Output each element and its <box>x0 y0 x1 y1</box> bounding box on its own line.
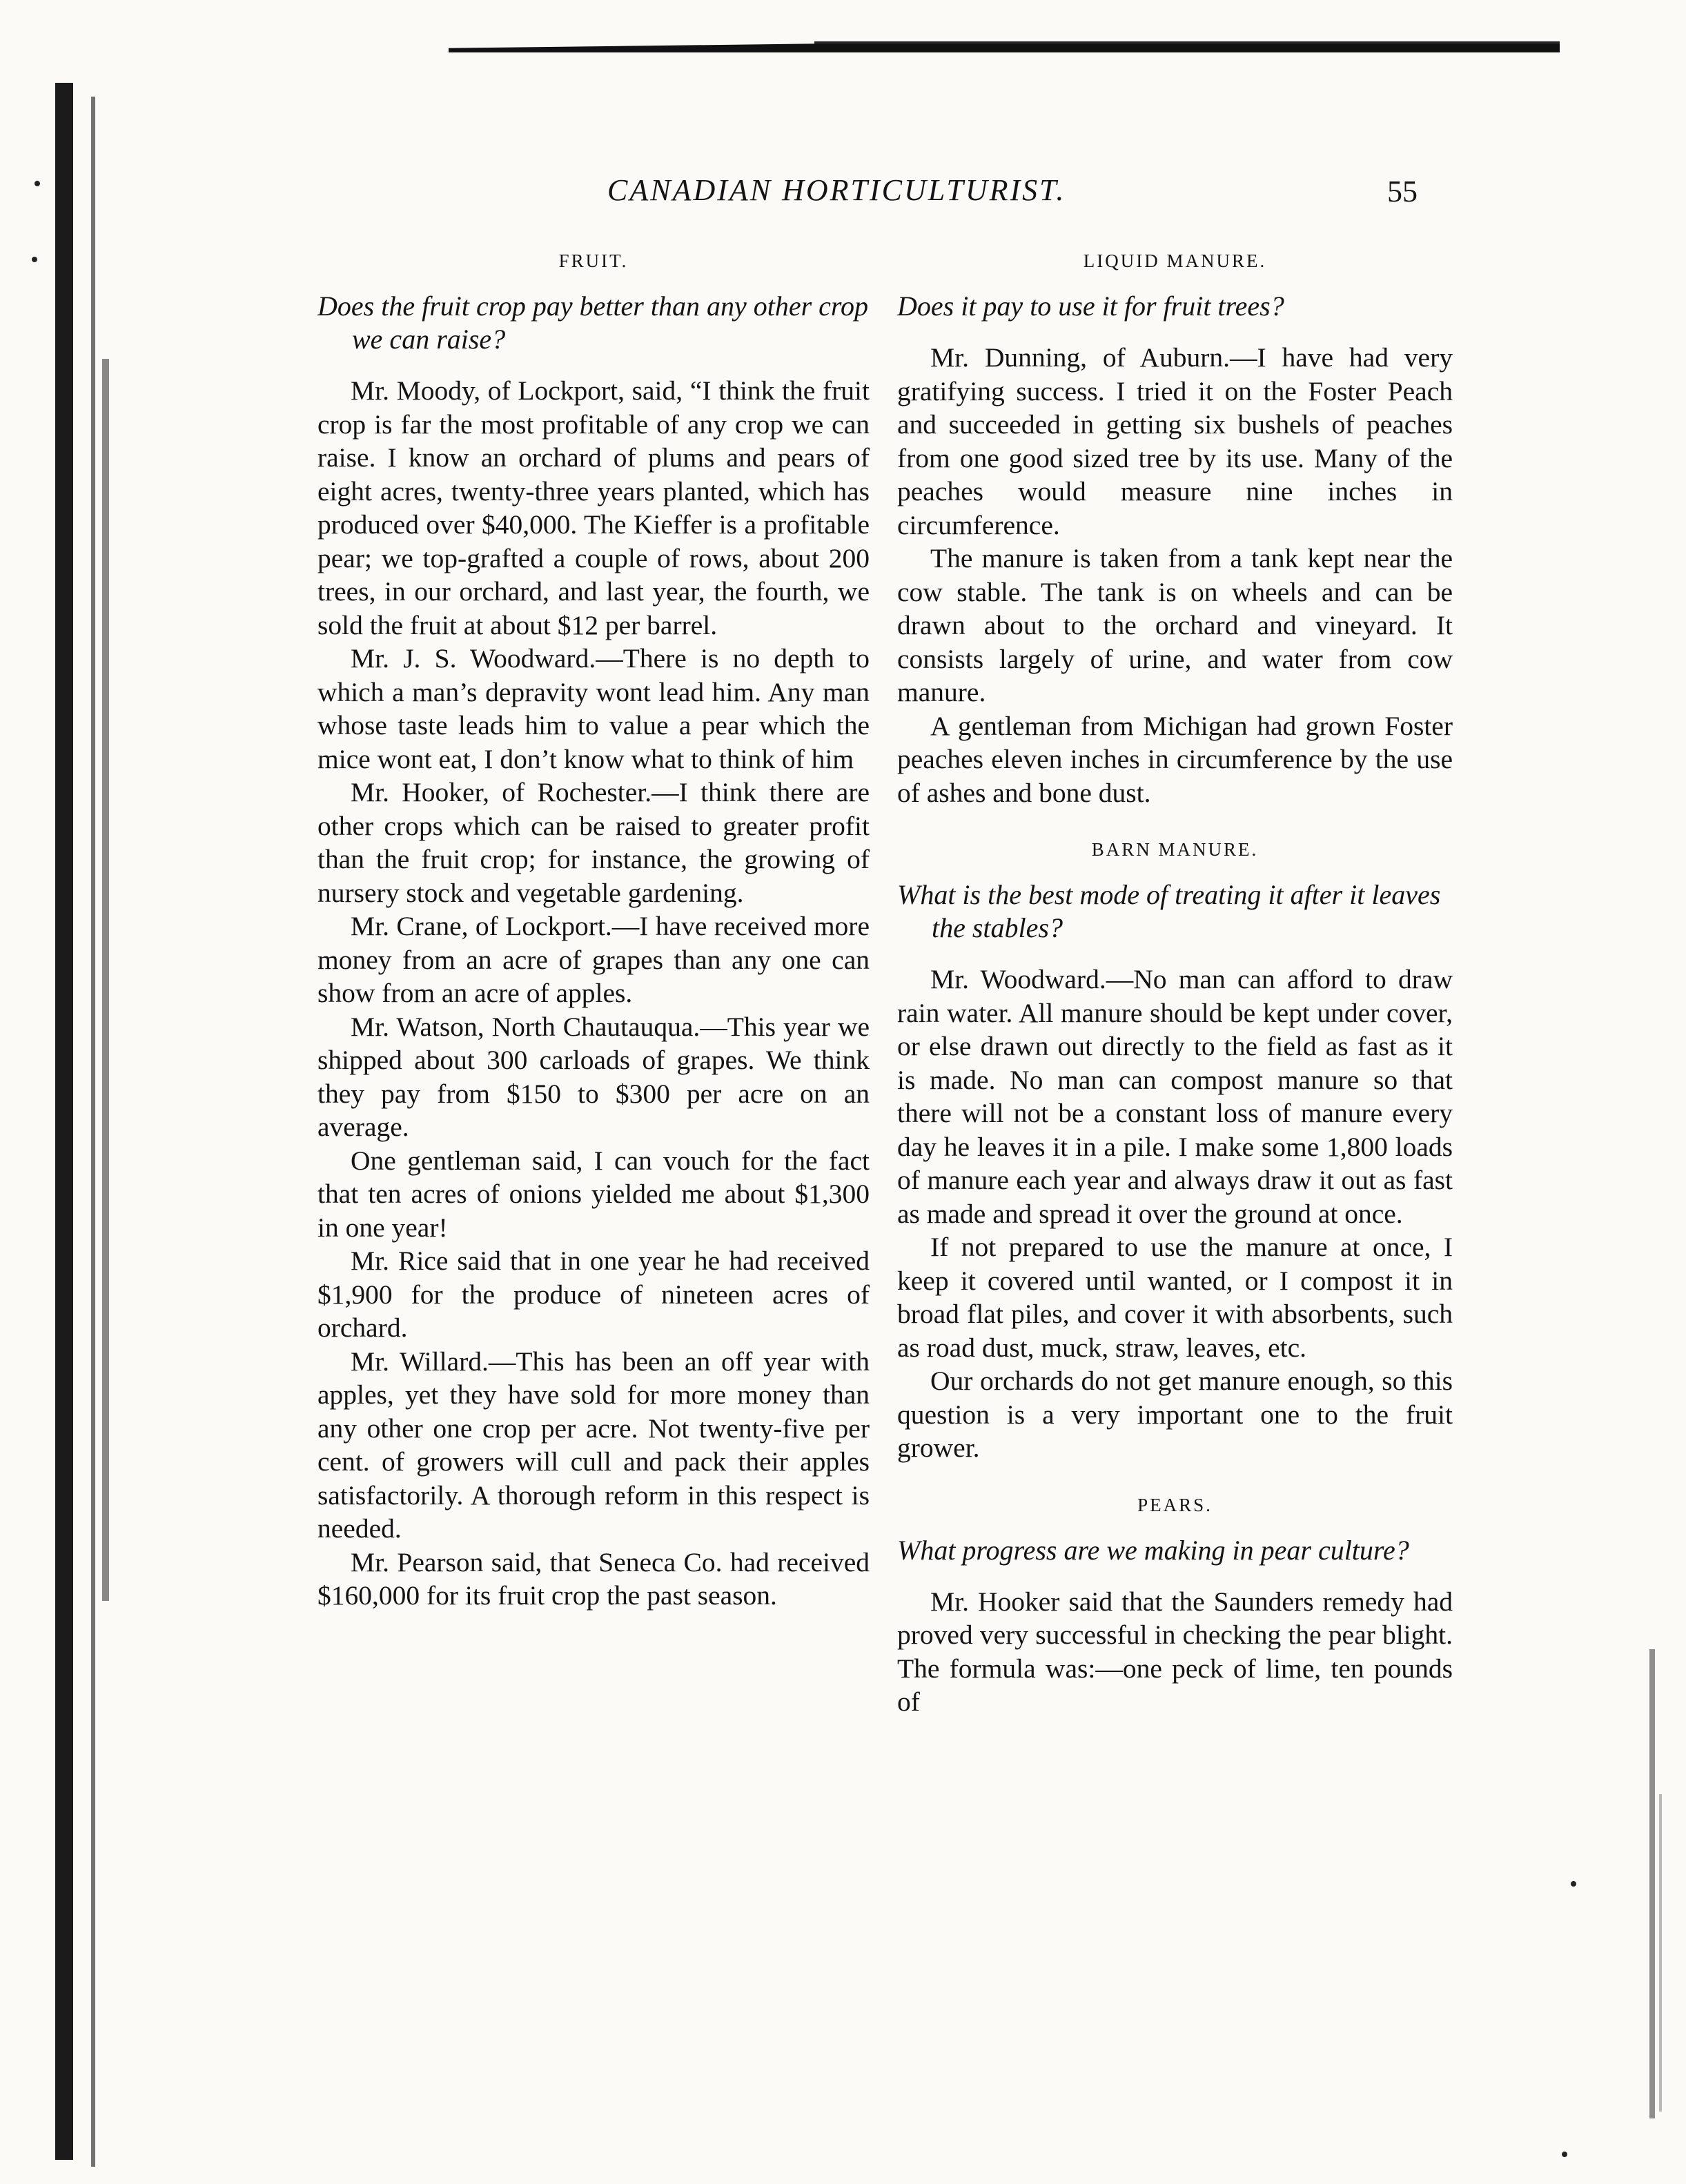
section-heading-fruit: FRUIT. <box>558 250 629 271</box>
paragraph: Mr. J. S. Woodward.—There is no depth to which a man’s depravity wont lead him. Any man whose taste leads him to value a pear which the mice wont eat, I don’t know what to think of him <box>317 643 870 774</box>
top-rule-thin <box>814 41 1560 44</box>
paragraph: A gentleman from Michigan had grown Foster peaches eleven inches in circumference by the use of ashes and bone dust. <box>897 710 1453 808</box>
paragraph: Mr. Moody, of Lockport, said, “I think the fruit crop is far the most profitable of any crop we can raise. I know an orchard of plums and pears of eight acres, twenty-three years planted, which has produced over $40,000. The Kieffer is a profitable pear; we top-grafted a couple of rows, about 200 trees, in our orchard, and last year, the fourth, we sold the fruit at about $12 per barrel. <box>317 375 870 640</box>
scan-speck <box>35 181 40 186</box>
paragraph: Mr. Watson, North Chautauqua.—This year we shipped about 300 carloads of grapes. We think they pay from $150 to $300 per acre on an average. <box>317 1011 870 1142</box>
question-barn-manure: What is the best mode of treating it after it leaves the stables? <box>897 879 1441 943</box>
paragraph: Mr. Crane, of Lockport.—I have received more money from an acre of grapes than any one can show from an acre of apples. <box>317 911 870 1008</box>
binding-shadow-line <box>91 97 95 2167</box>
paragraph: Mr. Pearson said, that Seneca Co. had received $160,000 for its fruit crop the past season. <box>317 1546 870 1611</box>
section-barn-manure <box>897 836 1453 1465</box>
question-fruit: Does the fruit crop pay better than any other crop we can raise? <box>317 291 869 355</box>
paragraph: Mr. Hooker, of Rochester.—I think there are other crops which can be raised to greater profit than the fruit crop; for instance, the growing of nursery stock and vegetable gardening. <box>317 777 870 908</box>
section-liquid-manure <box>897 247 1453 809</box>
running-title: CANADIAN HORTICULTURIST. <box>607 173 1066 207</box>
section-heading-liquid-manure: LIQUID MANURE. <box>1083 250 1267 271</box>
scan-speck <box>32 257 37 262</box>
paragraph: Mr. Hooker said that the Saunders remedy had proved very successful in checking the pear blight. The formula was:—one peck of lime, ten pounds of <box>897 1586 1453 1717</box>
paragraph: Mr. Rice said that in one year he had received $1,900 for the produce of nineteen acres of orchard. <box>317 1246 870 1343</box>
top-rule <box>449 43 1560 52</box>
paragraph: Mr. Willard.—This has been an off year with apples, yet they have sold for more money than any other one crop per acre. Not twenty-five per cent. of growers will cull and pack their apples satisfactorily. A thorough reform in this respect is needed. <box>317 1346 870 1544</box>
binding-shadow <box>55 83 73 2160</box>
left-column <box>317 247 870 1613</box>
section-heading-pears: PEARS. <box>1137 1494 1213 1515</box>
paragraph: One gentleman said, I can vouch for the fact that ten acres of onions yielded me about $1,300 in one year! <box>317 1145 870 1243</box>
section-pears <box>897 1491 1453 1719</box>
binding-shadow-faint <box>102 359 109 1601</box>
page-number: 55 <box>1387 175 1418 208</box>
question-liquid-manure: Does it pay to use it for fruit trees? <box>897 291 1284 322</box>
page-edge-shadow <box>1649 1649 1655 2118</box>
paragraph: The manure is taken from a tank kept near the cow stable. The tank is on wheels and can be drawn about to the orchard and vineyard. It consists largely of urine, and water from cow manure. <box>897 543 1453 707</box>
right-column <box>897 247 1453 1719</box>
paragraph: Mr. Woodward.—No man can afford to draw rain water. All manure should be kept under cover, or else drawn out directly to the field as fast as it is made. No man can compost manure so that there will not be a constant loss of manure every day he leaves it in a pile. I make some 1,800 loads of manure each year and always draw it out as fast as made and spread it over the ground at once. <box>897 964 1453 1229</box>
paragraph: Our orchards do not get manure enough, so this question is a very important one to the fruit grower. <box>897 1366 1453 1463</box>
page-edge-shadow-faint <box>1659 1794 1662 2112</box>
paragraph: If not prepared to use the manure at once, I keep it covered until wanted, or I compost it in broad flat piles, and cover it with absorbents, such as road dust, muck, straw, leaves, etc. <box>897 1232 1453 1363</box>
scan-speck <box>1562 2152 1567 2157</box>
paragraph: Mr. Dunning, of Auburn.—I have had very gratifying success. I tried it on the Foster Peach and succeeded in getting six bushels of peaches from one good sized tree by its use. Many of the peaches would measure nine inches in circumference. <box>897 342 1453 540</box>
scan-speck <box>1571 1881 1576 1887</box>
question-pears: What progress are we making in pear culture? <box>897 1534 1409 1566</box>
section-heading-barn-manure: BARN MANURE. <box>1091 839 1259 860</box>
